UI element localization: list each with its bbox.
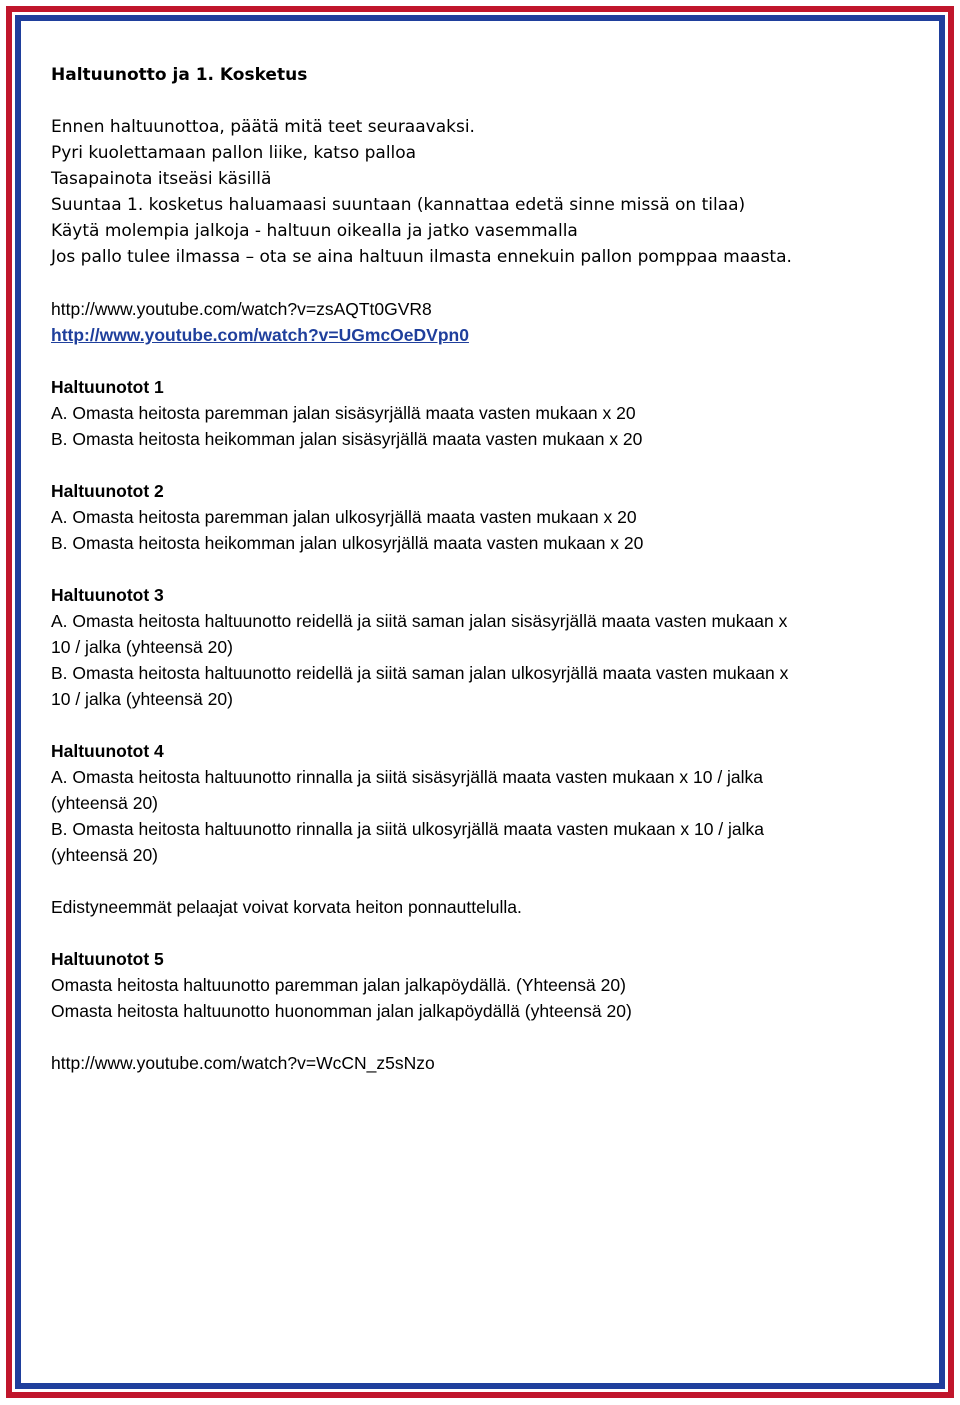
section-1-heading: Haltuunotot 1	[51, 377, 164, 397]
spacer	[51, 348, 931, 374]
section-1-item-b: B. Omasta heitosta heikomman jalan sisäsyrjällä maata vasten mukaan x 20	[51, 429, 643, 449]
intro-line-4: Suuntaa 1. kosketus haluamaasi suuntaan (kannattaa edetä sinne missä on tilaa)	[51, 195, 746, 215]
spacer	[51, 712, 931, 738]
intro-line-6: Jos pallo tulee ilmassa – ota se aina haltuun ilmasta ennekuin pallon pomppaa maasta.	[51, 247, 792, 267]
spacer	[51, 270, 931, 296]
section-5-line-1: Omasta heitosta haltuunotto paremman jalan jalkapöydällä. (Yhteensä 20)	[51, 975, 626, 995]
section-4-item-b-line-2: (yhteensä 20)	[51, 845, 159, 865]
section-2-item-a: A. Omasta heitosta paremman jalan ulkosyrjällä maata vasten mukaan x 20	[51, 507, 637, 527]
section-3-item-a-line-1: A. Omasta heitosta haltuunotto reidellä ja siitä saman jalan sisäsyrjällä maata vasten mukaan x	[51, 611, 788, 631]
section-5-heading: Haltuunotot 5	[51, 949, 164, 969]
section-3-item-a-line-2: 10 / jalka (yhteensä 20)	[51, 637, 233, 657]
video-link-1[interactable]: http://www.youtube.com/watch?v=zsAQTt0GVR8	[51, 299, 432, 319]
section-3-item-b-line-2: 10 / jalka (yhteensä 20)	[51, 689, 233, 709]
spacer	[51, 1024, 931, 1050]
section-2-heading: Haltuunotot 2	[51, 481, 164, 501]
section-3-heading: Haltuunotot 3	[51, 585, 164, 605]
section-4-item-a-line-2: (yhteensä 20)	[51, 793, 159, 813]
spacer	[51, 452, 931, 478]
section-4-heading: Haltuunotot 4	[51, 741, 164, 761]
spacer	[51, 868, 931, 894]
spacer	[51, 88, 931, 114]
intro-line-5: Käytä molempia jalkoja - haltuun oikealla ja jatko vasemmalla	[51, 221, 578, 241]
video-link-2[interactable]: http://www.youtube.com/watch?v=UGmcOeDVpn0	[51, 325, 469, 345]
section-1-item-a: A. Omasta heitosta paremman jalan sisäsyrjällä maata vasten mukaan x 20	[51, 403, 636, 423]
section-4-item-a-line-1: A. Omasta heitosta haltuunotto rinnalla ja siitä sisäsyrjällä maata vasten mukaan x 10 / jalka	[51, 767, 764, 787]
document-title: Haltuunotto ja 1. Kosketus	[51, 65, 308, 85]
section-4-item-b-line-1: B. Omasta heitosta haltuunotto rinnalla ja siitä ulkosyrjällä maata vasten mukaan x 10 / jalka	[51, 819, 765, 839]
section-5-line-2: Omasta heitosta haltuunotto huonomman jalan jalkapöydällä (yhteensä 20)	[51, 1001, 632, 1021]
advanced-players-note: Edistyneemmät pelaajat voivat korvata heiton ponnauttelulla.	[51, 897, 522, 917]
intro-line-1: Ennen haltuunottoa, päätä mitä teet seuraavaksi.	[51, 117, 475, 137]
section-3-item-b-line-1: B. Omasta heitosta haltuunotto reidellä ja siitä saman jalan ulkosyrjällä maata vasten mukaan x	[51, 663, 789, 683]
document-body	[51, 62, 931, 1076]
spacer	[51, 556, 931, 582]
spacer	[51, 920, 931, 946]
intro-line-2: Pyri kuolettamaan pallon liike, katso palloa	[51, 143, 417, 163]
section-2-item-b: B. Omasta heitosta heikomman jalan ulkosyrjällä maata vasten mukaan x 20	[51, 533, 644, 553]
intro-line-3: Tasapainota itseäsi käsillä	[51, 169, 272, 189]
video-link-3[interactable]: http://www.youtube.com/watch?v=WcCN_z5sNzo	[51, 1053, 435, 1073]
